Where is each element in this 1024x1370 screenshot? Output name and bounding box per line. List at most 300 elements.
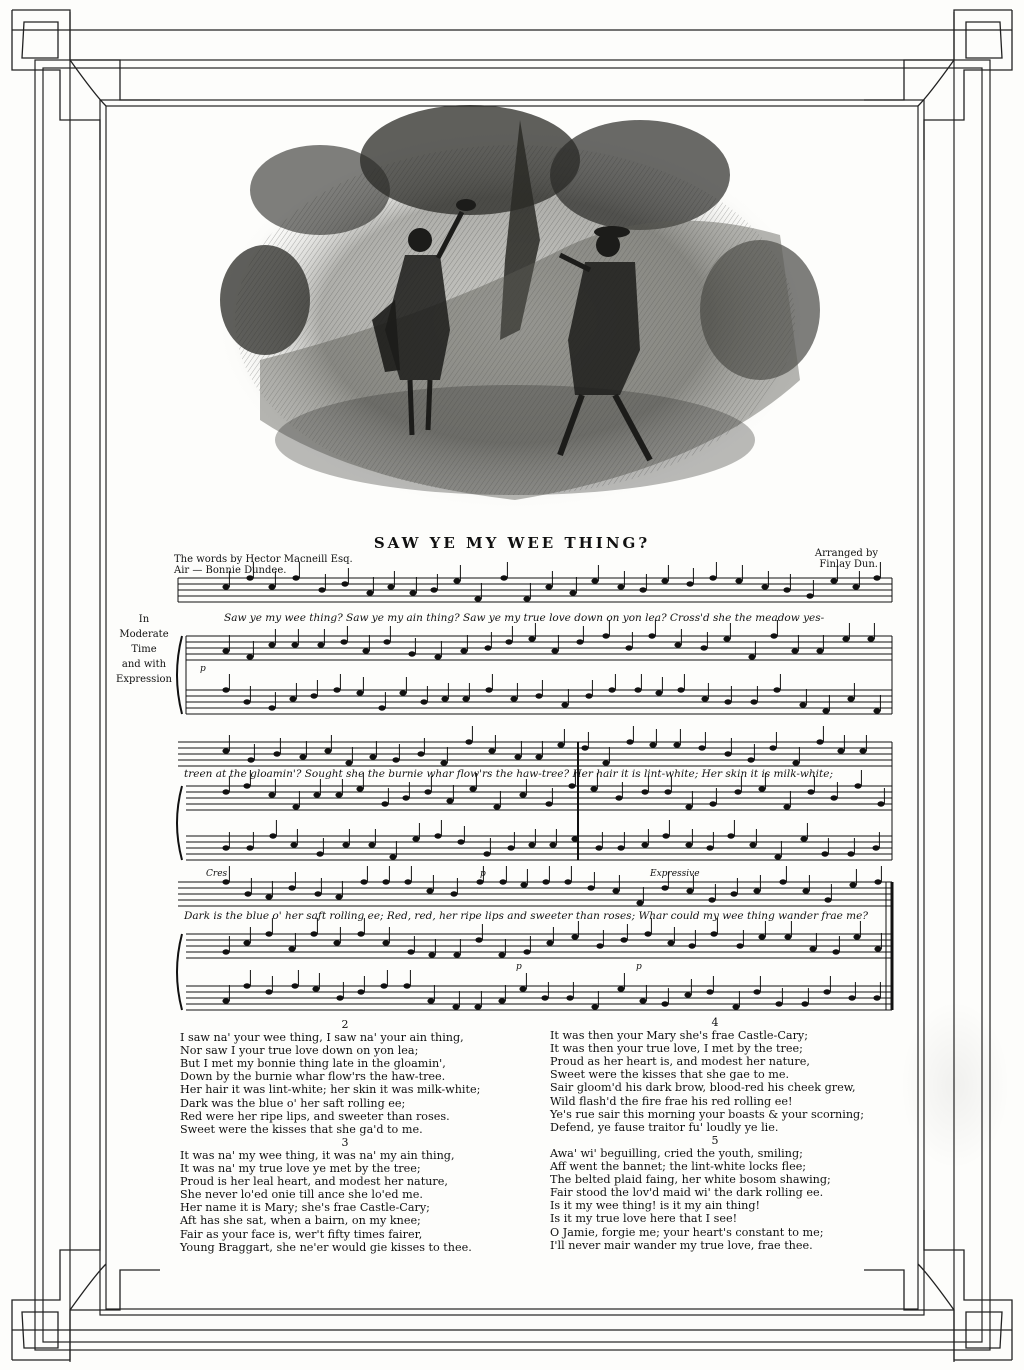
- note-head: [317, 642, 324, 647]
- note-head: [243, 983, 250, 988]
- note-head: [500, 575, 507, 580]
- verse-line: Awa' wi' beguilling, cried the youth, smiling;: [550, 1146, 803, 1160]
- verse-line: Ye's rue sair this morning your boasts & your scorning;: [550, 1107, 864, 1121]
- note-head: [848, 995, 855, 1000]
- note-head: [732, 1004, 739, 1009]
- music-lyric-line-1: Saw ye my wee thing? Saw ye my ain thing? Saw ye my true love down on yon lea? Cross'd she the meadow yes-: [224, 612, 825, 624]
- note-head: [585, 693, 592, 698]
- note-head: [382, 879, 389, 884]
- note-head: [634, 687, 641, 692]
- note-head: [528, 636, 535, 641]
- note-head: [569, 590, 576, 595]
- note-head: [222, 789, 229, 794]
- arranger-line-1: Arranged by: [814, 548, 878, 559]
- verse-line: It was na' my true love ye met by the tree;: [180, 1162, 421, 1176]
- note-head: [409, 590, 416, 595]
- verse-line: Proud is her leal heart, and modest her nature,: [180, 1175, 448, 1189]
- note-head: [655, 690, 662, 695]
- note-head: [734, 789, 741, 794]
- note-head: [335, 894, 342, 899]
- note-head: [822, 708, 829, 713]
- note-head: [590, 786, 597, 791]
- note-head: [383, 639, 390, 644]
- note-head: [243, 940, 250, 945]
- dynamic-marking: Cres: [206, 869, 228, 879]
- note-head: [446, 798, 453, 803]
- note-head: [460, 648, 467, 653]
- note-head: [289, 696, 296, 701]
- note-head: [498, 952, 505, 957]
- note-head: [591, 578, 598, 583]
- note-head: [877, 801, 884, 806]
- verse-line: She never lo'ed onie till ance she lo'ed me.: [180, 1188, 423, 1202]
- note-head: [493, 804, 500, 809]
- note-head: [551, 648, 558, 653]
- note-head: [457, 839, 464, 844]
- verse-line: But I met my bonnie thing late in the gloamin',: [180, 1057, 446, 1071]
- verse-line: Young Braggart, she ne'er would gie kisses to thee.: [180, 1240, 472, 1254]
- note-head: [362, 648, 369, 653]
- note-head: [288, 885, 295, 890]
- note-head: [874, 879, 881, 884]
- note-head: [686, 888, 693, 893]
- dynamic-marking: p: [200, 664, 206, 674]
- note-head: [662, 833, 669, 838]
- verse-line: I'll never mair wander my true love, frae thee.: [550, 1238, 813, 1252]
- note-head: [222, 748, 229, 753]
- note-head: [474, 596, 481, 601]
- note-head: [791, 648, 798, 653]
- note-head: [441, 696, 448, 701]
- note-head: [316, 851, 323, 856]
- verse-line: Aff went the bannet; the lint-white locks flee;: [550, 1160, 807, 1174]
- note-head: [735, 578, 742, 583]
- brace: [177, 934, 182, 1010]
- note-head: [333, 940, 340, 945]
- note-head: [222, 845, 229, 850]
- tempo-marking: [108, 612, 180, 687]
- note-head: [541, 995, 548, 1000]
- note-head: [222, 879, 229, 884]
- note-head: [639, 587, 646, 592]
- note-head: [783, 804, 790, 809]
- note-head: [488, 748, 495, 753]
- note-head: [873, 708, 880, 713]
- note-head: [507, 845, 514, 850]
- note-head: [587, 885, 594, 890]
- note-head: [626, 739, 633, 744]
- verse-line: Proud as her heart is, and modest her nature,: [550, 1055, 810, 1069]
- note-head: [800, 836, 807, 841]
- note-head: [641, 842, 648, 847]
- note-head: [617, 584, 624, 589]
- note-head: [859, 748, 866, 753]
- note-head: [792, 760, 799, 765]
- verse-line: Sweet were the kisses that she ga'd to me.: [180, 1122, 423, 1136]
- note-head: [830, 578, 837, 583]
- note-head: [842, 636, 849, 641]
- note-head: [246, 845, 253, 850]
- verse-line: Red were her ripe lips, and sweeter than roses.: [180, 1109, 450, 1123]
- note-head: [519, 986, 526, 991]
- verse-number: 2: [341, 1018, 349, 1031]
- note-head: [523, 596, 530, 601]
- tempo-line: In: [138, 614, 150, 625]
- note-head: [265, 931, 272, 936]
- note-head: [387, 584, 394, 589]
- note-head: [434, 833, 441, 838]
- note-head: [313, 792, 320, 797]
- note-head: [265, 989, 272, 994]
- note-head: [420, 699, 427, 704]
- note-head: [664, 789, 671, 794]
- note-head: [357, 989, 364, 994]
- note-head: [345, 760, 352, 765]
- note-head: [667, 940, 674, 945]
- note-head: [773, 687, 780, 692]
- note-head: [644, 931, 651, 936]
- note-head: [399, 690, 406, 695]
- note-head: [706, 845, 713, 850]
- note-head: [617, 845, 624, 850]
- verses-left-column: [180, 1018, 530, 1254]
- note-head: [816, 739, 823, 744]
- note-head: [520, 882, 527, 887]
- note-head: [299, 754, 306, 759]
- note-head: [288, 946, 295, 951]
- note-head: [753, 989, 760, 994]
- staff-system-3: [178, 882, 892, 1010]
- note-head: [310, 931, 317, 936]
- note-head: [428, 952, 435, 957]
- note-head: [736, 943, 743, 948]
- note-head: [576, 639, 583, 644]
- note-head: [701, 696, 708, 701]
- note-head: [661, 885, 668, 890]
- note-head: [412, 836, 419, 841]
- verse-line: Wild flash'd the fire frae his red rolling ee!: [550, 1094, 793, 1108]
- note-head: [809, 946, 816, 951]
- note-head: [545, 801, 552, 806]
- note-head: [324, 748, 331, 753]
- note-head: [849, 882, 856, 887]
- verse-line: Defend, ye fause traitor fu' loudly ye lie.: [550, 1120, 779, 1134]
- note-head: [440, 760, 447, 765]
- note-head: [434, 654, 441, 659]
- verse-line: The belted plaid faing, her white bosom shawing;: [550, 1173, 831, 1187]
- note-head: [730, 891, 737, 896]
- note-head: [821, 851, 828, 856]
- note-head: [602, 633, 609, 638]
- note-head: [505, 639, 512, 644]
- note-head: [453, 952, 460, 957]
- note-head: [499, 879, 506, 884]
- page-title: SAW YE MY WEE THING?: [373, 534, 651, 552]
- note-head: [380, 983, 387, 988]
- air-line: Air — Bonnie Dundee.: [174, 565, 287, 576]
- note-head: [368, 842, 375, 847]
- note-head: [581, 745, 588, 750]
- note-head: [677, 687, 684, 692]
- note-head: [246, 654, 253, 659]
- note-head: [268, 642, 275, 647]
- note-head: [426, 888, 433, 893]
- verse-line: Is it my true love here that I see!: [550, 1212, 738, 1226]
- note-head: [292, 804, 299, 809]
- note-head: [571, 934, 578, 939]
- note-head: [427, 998, 434, 1003]
- note-head: [557, 742, 564, 747]
- note-head: [727, 833, 734, 838]
- note-head: [222, 949, 229, 954]
- note-head: [807, 789, 814, 794]
- note-head: [852, 584, 859, 589]
- note-head: [769, 745, 776, 750]
- note-head: [312, 986, 319, 991]
- note-head: [674, 642, 681, 647]
- note-head: [648, 633, 655, 638]
- verse-line: Nor saw I your true love down on yon lea;: [180, 1044, 419, 1058]
- note-head: [853, 934, 860, 939]
- brace: [177, 786, 182, 860]
- note-head: [724, 699, 731, 704]
- note-head: [269, 833, 276, 838]
- note-head: [514, 754, 521, 759]
- note-head: [268, 792, 275, 797]
- note-head: [816, 648, 823, 653]
- verse-line: It was na' my wee thing, it was na' my ain thing,: [180, 1148, 455, 1162]
- note-head: [706, 989, 713, 994]
- tempo-line: Moderate: [119, 629, 169, 640]
- tempo-line: Time: [131, 644, 157, 655]
- note-head: [799, 702, 806, 707]
- note-head: [753, 888, 760, 893]
- note-head: [591, 1004, 598, 1009]
- note-head: [528, 842, 535, 847]
- note-head: [636, 900, 643, 905]
- note-head: [265, 894, 272, 899]
- note-head: [366, 590, 373, 595]
- arranger-line-2: Finlay Dun.: [819, 559, 878, 570]
- note-head: [770, 633, 777, 638]
- note-head: [333, 687, 340, 692]
- note-head: [336, 995, 343, 1000]
- note-head: [340, 639, 347, 644]
- verse-line: O Jamie, forgie me; your heart's constant to me;: [550, 1225, 824, 1239]
- verse-line: Dark was the blue o' her saft rolling ee;: [180, 1096, 406, 1110]
- tempo-line: and with: [121, 659, 167, 670]
- note-head: [417, 751, 424, 756]
- note-head: [566, 995, 573, 1000]
- note-head: [615, 795, 622, 800]
- note-head: [867, 636, 874, 641]
- note-head: [564, 879, 571, 884]
- note-head: [341, 581, 348, 586]
- note-head: [649, 742, 656, 747]
- note-head: [873, 575, 880, 580]
- verses-right-column: [550, 1016, 910, 1252]
- note-head: [476, 879, 483, 884]
- note-head: [873, 995, 880, 1000]
- verse-number: 3: [341, 1135, 349, 1149]
- note-head: [498, 998, 505, 1003]
- note-head: [832, 949, 839, 954]
- note-head: [824, 897, 831, 902]
- engraving-illustration: [215, 105, 820, 510]
- note-head: [360, 879, 367, 884]
- note-head: [453, 578, 460, 583]
- note-head: [342, 842, 349, 847]
- note-head: [389, 854, 396, 859]
- note-head: [639, 998, 646, 1003]
- note-head: [222, 687, 229, 692]
- note-head: [710, 931, 717, 936]
- tempo-line: Expression: [116, 674, 172, 685]
- verse-line: Aft has she sat, when a bairn, on my knee;: [180, 1214, 421, 1228]
- note-head: [430, 587, 437, 592]
- note-head: [595, 845, 602, 850]
- note-head: [291, 642, 298, 647]
- note-head: [641, 789, 648, 794]
- note-head: [571, 836, 578, 841]
- verse-line: Her hair it was lint-white; her skin it was milk-white;: [180, 1083, 481, 1097]
- note-head: [335, 792, 342, 797]
- verse-line: Fair stood the lov'd maid wi' the dark rolling ee.: [550, 1186, 824, 1200]
- note-head: [474, 1004, 481, 1009]
- note-head: [708, 897, 715, 902]
- note-head: [775, 1001, 782, 1006]
- note-head: [246, 575, 253, 580]
- note-head: [404, 879, 411, 884]
- note-head: [450, 891, 457, 896]
- note-head: [510, 696, 517, 701]
- note-head: [596, 943, 603, 948]
- note-head: [392, 757, 399, 762]
- note-head: [475, 937, 482, 942]
- note-head: [723, 636, 730, 641]
- note-head: [408, 651, 415, 656]
- note-head: [268, 705, 275, 710]
- note-head: [273, 751, 280, 756]
- note-head: [758, 934, 765, 939]
- note-head: [290, 842, 297, 847]
- note-head: [602, 760, 609, 765]
- verse-line: Sair gloom'd his dark brow, blood-red his cheek grew,: [550, 1081, 856, 1095]
- note-head: [750, 699, 757, 704]
- note-head: [748, 654, 755, 659]
- note-head: [243, 783, 250, 788]
- note-head: [620, 937, 627, 942]
- verse-line: Fair as your face is, wer't fifty times fairer,: [180, 1227, 423, 1241]
- note-head: [535, 754, 542, 759]
- note-head: [545, 584, 552, 589]
- music-lyric-line-3: Dark is the blue o' her saft rolling ee; Red, red, her ripe lips and sweeter than roses; Whar could my wee thing wander frae me?: [184, 910, 868, 922]
- note-head: [686, 581, 693, 586]
- verse-line: Down by the burnie whar flow'rs the haw-tree.: [180, 1070, 446, 1084]
- note-head: [357, 931, 364, 936]
- note-head: [779, 879, 786, 884]
- note-head: [222, 998, 229, 1003]
- note-head: [709, 801, 716, 806]
- dynamic-marking: p: [516, 962, 522, 972]
- note-head: [823, 989, 830, 994]
- note-head: [247, 757, 254, 762]
- note-head: [872, 845, 879, 850]
- note-head: [784, 934, 791, 939]
- verse-line: I saw na' your wee thing, I saw na' your ain thing,: [180, 1031, 464, 1045]
- note-head: [685, 842, 692, 847]
- note-head: [292, 575, 299, 580]
- note-head: [519, 792, 526, 797]
- note-head: [830, 795, 837, 800]
- dynamic-marking: p: [636, 962, 642, 972]
- note-head: [747, 757, 754, 762]
- lyricist-line: The words by Hector Macneill Esq.: [174, 554, 353, 565]
- note-head: [369, 754, 376, 759]
- corner-ornament-top-left: [12, 10, 160, 160]
- note-head: [684, 992, 691, 997]
- paper-stain: [900, 1000, 1010, 1170]
- note-head: [485, 687, 492, 692]
- verse-number: 4: [711, 1016, 719, 1029]
- note-head: [709, 575, 716, 580]
- note-head: [774, 854, 781, 859]
- note-head: [452, 1004, 459, 1009]
- note-head: [661, 1001, 668, 1006]
- note-head: [381, 801, 388, 806]
- note-head: [561, 702, 568, 707]
- note-head: [314, 891, 321, 896]
- note-head: [424, 789, 431, 794]
- note-head: [484, 645, 491, 650]
- note-head: [356, 786, 363, 791]
- corner-ornament-bottom-left: [12, 1210, 160, 1360]
- arranger-credit: [815, 548, 878, 570]
- note-head: [244, 891, 251, 896]
- verse-line: Is it my wee thing! is it my ain thing!: [550, 1199, 761, 1213]
- verse-line: It was then your true love, I met by the tree;: [550, 1042, 803, 1056]
- note-head: [403, 983, 410, 988]
- verse-line: It was then your Mary she's frae Castle-Cary;: [550, 1029, 809, 1043]
- note-head: [749, 842, 756, 847]
- note-head: [469, 786, 476, 791]
- note-head: [462, 696, 469, 701]
- note-head: [758, 786, 765, 791]
- note-head: [661, 578, 668, 583]
- dynamic-marking: p: [480, 869, 486, 879]
- note-head: [688, 943, 695, 948]
- note-head: [402, 795, 409, 800]
- music-notation: [177, 578, 892, 1010]
- note-head: [568, 783, 575, 788]
- note-head: [483, 851, 490, 856]
- note-head: [854, 783, 861, 788]
- note-head: [407, 949, 414, 954]
- note-head: [685, 804, 692, 809]
- note-head: [378, 705, 385, 710]
- note-head: [523, 949, 530, 954]
- verse-line: Her name it is Mary; she's frae Castle-Cary;: [180, 1201, 430, 1215]
- note-head: [783, 587, 790, 592]
- note-head: [617, 986, 624, 991]
- note-head: [268, 584, 275, 589]
- note-head: [724, 751, 731, 756]
- note-head: [801, 1001, 808, 1006]
- note-head: [382, 940, 389, 945]
- note-head: [673, 742, 680, 747]
- note-head: [318, 587, 325, 592]
- note-head: [802, 888, 809, 893]
